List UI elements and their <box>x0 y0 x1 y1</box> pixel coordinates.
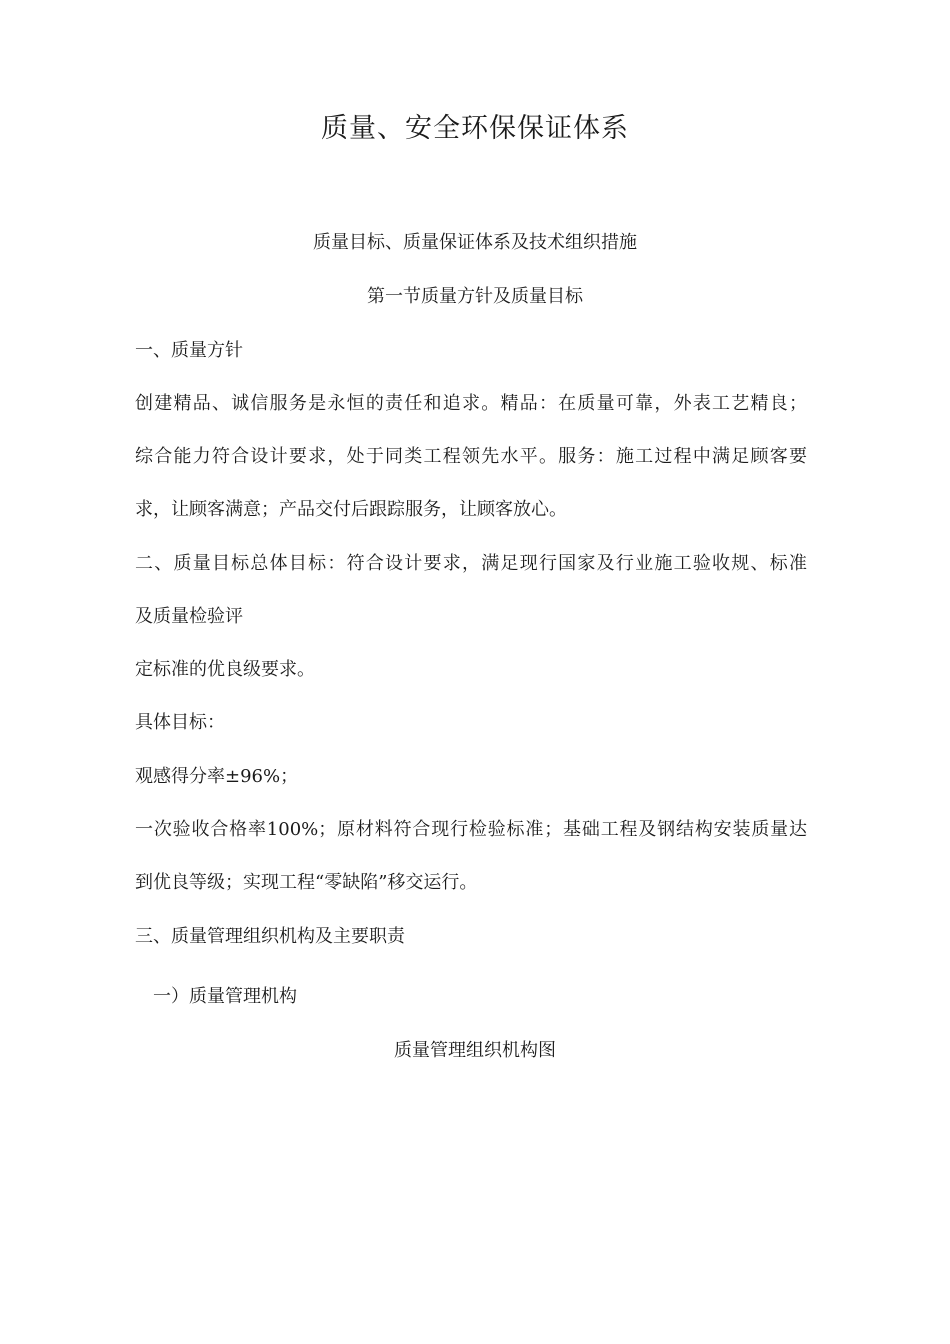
figure-caption: 质量管理组织机构图 <box>394 1040 556 1061</box>
policy-line-3: 求，让顾客满意；产品交付后跟踪服务，让顾客放心。 <box>135 499 567 520</box>
specific-goal-2-line-2: 到优良等级；实现工程“零缺陷”移交运行。 <box>135 872 478 893</box>
goal-line-3: 定标准的优良级要求。 <box>135 659 315 680</box>
specific-goal-2-line-1: 一次验收合格率100%；原材料符合现行检验标准；基础工程及钢结构安装质量达 <box>135 819 807 840</box>
specific-goals-label: 具体目标： <box>135 712 225 733</box>
document-title: 质量、安全环保保证体系 <box>321 113 629 144</box>
section-heading: 第一节质量方针及质量目标 <box>367 286 583 307</box>
subheading-quality-mgmt: 一）质量管理机构 <box>153 986 297 1007</box>
policy-line-1: 创建精品、诚信服务是永恒的责任和追求。精品：在质量可靠，外表工艺精良； <box>135 393 807 414</box>
goal-line-1: 二、质量目标总体目标：符合设计要求，满足现行国家及行业施工验收规、标准 <box>135 553 807 574</box>
specific-goal-1: 观感得分率±96%； <box>135 766 299 787</box>
policy-line-2: 综合能力符合设计要求，处于同类工程领先水平。服务：施工过程中满足顾客要 <box>135 446 807 467</box>
goal-line-2: 及质量检验评 <box>135 606 243 627</box>
heading-quality-org: 三、质量管理组织机构及主要职责 <box>135 926 405 947</box>
heading-quality-policy: 一、质量方针 <box>135 340 243 361</box>
document-subtitle: 质量目标、质量保证体系及技术组织措施 <box>313 232 637 253</box>
